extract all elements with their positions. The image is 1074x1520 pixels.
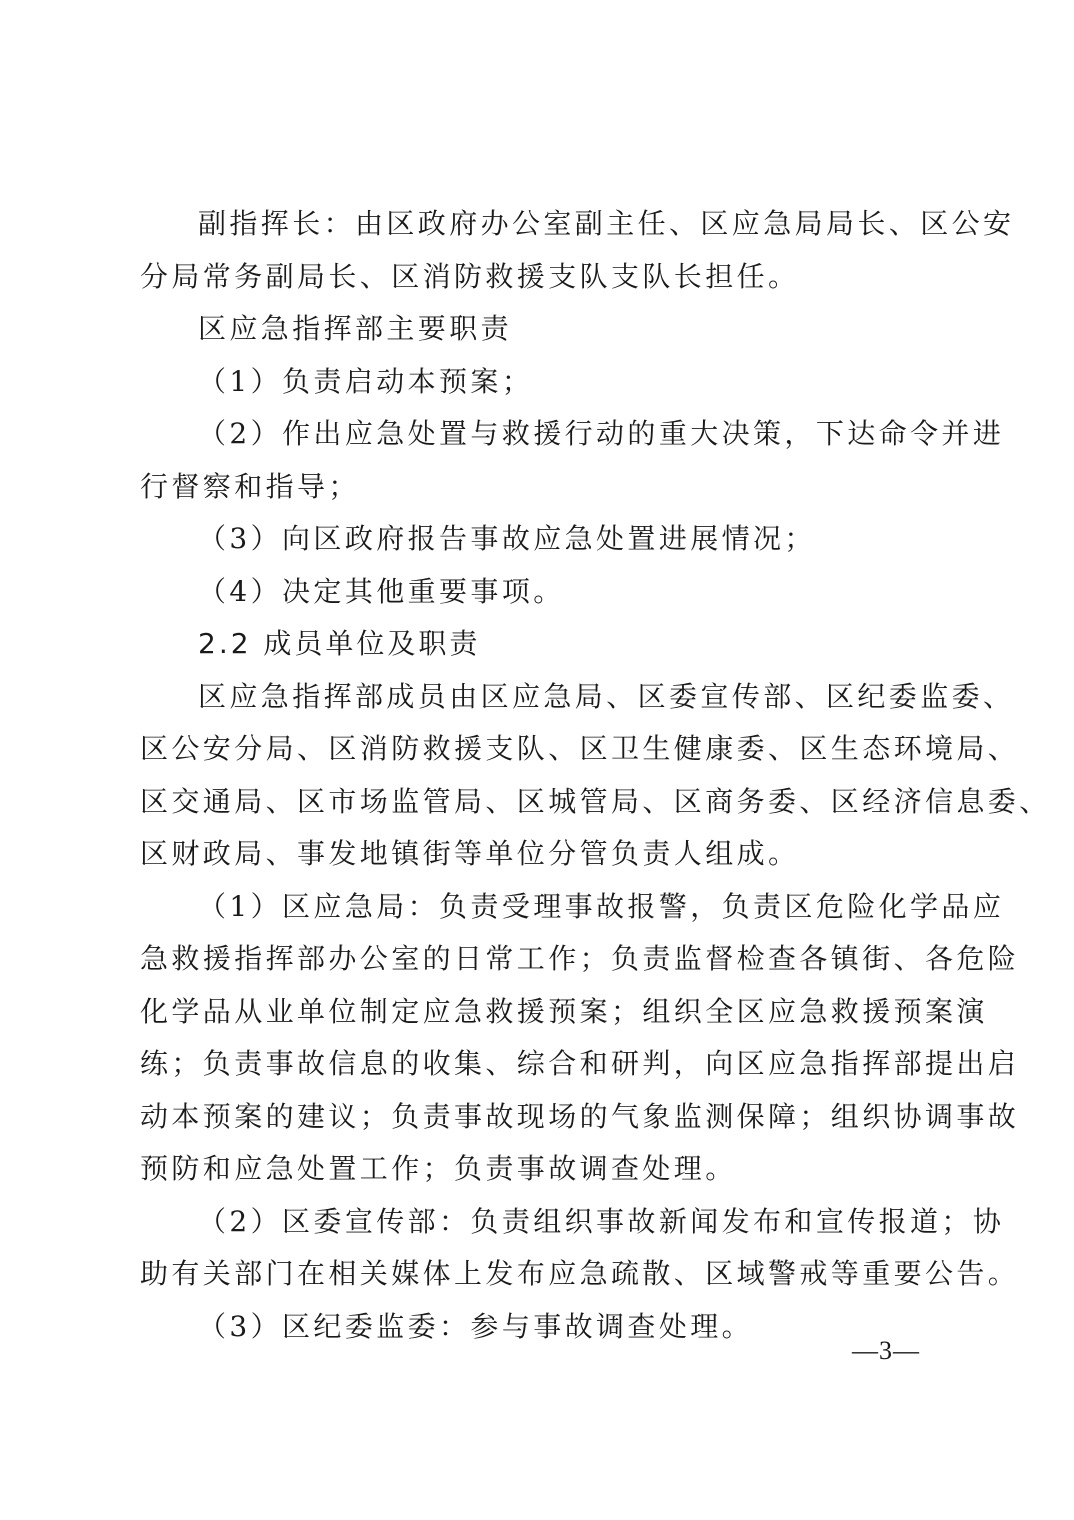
paragraph-line: 分局常务副局长、区消防救援支队支队长担任。	[140, 259, 800, 293]
paragraph-line: 动本预案的建议；负责事故现场的气象监测保障；组织协调事故	[140, 1099, 1020, 1133]
document-body	[140, 198, 1051, 1353]
list-item: （3）区纪委监委：参与事故调查处理。	[198, 1309, 754, 1343]
paragraph-line: 助有关部门在相关媒体上发布应急疏散、区域警戒等重要公告。	[140, 1257, 1020, 1290]
paragraph-line: 区财政局、事发地镇街等单位分管负责人组成。	[140, 837, 800, 870]
paragraph-line: 区公安分局、区消防救援支队、区卫生健康委、区生态环境局、	[140, 732, 1020, 765]
list-item: （1）负责启动本预案；	[198, 364, 534, 398]
section-heading: 2.2 成员单位及职责	[198, 627, 481, 660]
paragraph-line: 行督察和指导；	[140, 469, 360, 503]
section-label: 区应急指挥部主要职责	[198, 312, 513, 345]
list-item: （2）作出应急处置与救援行动的重大决策，下达命令并进	[198, 417, 1005, 450]
list-item: （2）区委宣传部：负责组织事故新闻发布和宣传报道；协	[198, 1204, 1005, 1238]
list-item: （3）向区政府报告事故应急处置进展情况；	[198, 522, 816, 555]
paragraph-line: 区应急指挥部成员由区应急局、区委宣传部、区纪委监委、	[198, 679, 1015, 713]
list-item: （4）决定其他重要事项。	[198, 574, 565, 608]
paragraph-line: 急救援指挥部办公室的日常工作；负责监督检查各镇街、各危险	[140, 942, 1020, 975]
page-number: —3—	[852, 1336, 920, 1365]
paragraph-line: 副指挥长：由区政府办公室副主任、区应急局局长、区公安	[198, 207, 1015, 240]
paragraph-line: 区交通局、区市场监管局、区城管局、区商务委、区经济信息委、	[140, 784, 1051, 818]
paragraph-line: 化学品从业单位制定应急救援预案；组织全区应急救援预案演	[140, 994, 988, 1028]
paragraph-line: 练；负责事故信息的收集、综合和研判，向区应急指挥部提出启	[140, 1047, 1020, 1080]
list-item: （1）区应急局：负责受理事故报警，负责区危险化学品应	[198, 889, 1005, 923]
paragraph-line: 预防和应急处置工作；负责事故调查处理。	[140, 1152, 737, 1185]
